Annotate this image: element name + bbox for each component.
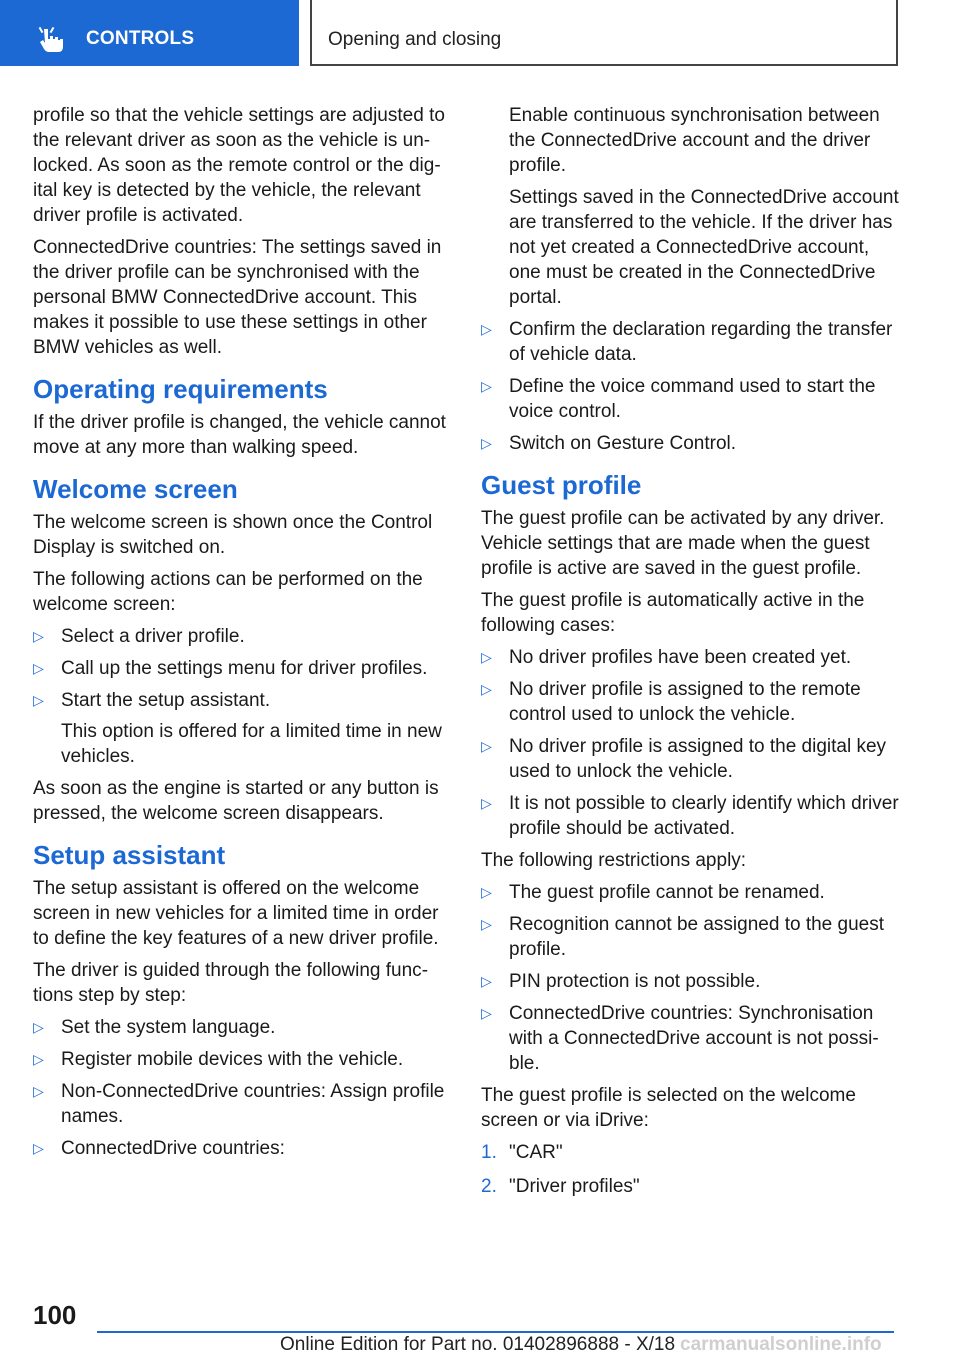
heading-setup-assistant: Setup assistant bbox=[33, 840, 226, 870]
welcome-actions-list bbox=[33, 624, 453, 713]
paragraph: The setup assistant is offered on the welcome screen in new vehicles for a limited time in order to define the key features of a new driver profile. bbox=[33, 878, 439, 949]
triangle-bullet-icon: ▷ bbox=[481, 378, 492, 394]
step-number: 1. bbox=[481, 1142, 497, 1163]
list-item: ▷ ConnectedDrive countries: bbox=[33, 1138, 285, 1159]
triangle-bullet-icon: ▷ bbox=[481, 738, 492, 754]
paragraph: ConnectedDrive countries: The settings saved in the driver profile can be synchronised with the personal BMW ConnectedDrive account. This makes it possible to use these settings in other BMW vehicles as well. bbox=[33, 237, 442, 358]
heading-guest-profile: Guest profile bbox=[481, 470, 642, 500]
triangle-bullet-icon: ▷ bbox=[481, 916, 492, 932]
list-item: ▷ Confirm the declaration regarding the transfer of vehicle data. bbox=[481, 319, 893, 365]
list-item: ▷ Register mobile devices with the vehicle. bbox=[33, 1049, 404, 1070]
triangle-bullet-icon: ▷ bbox=[481, 649, 492, 665]
triangle-bullet-icon: ▷ bbox=[33, 692, 44, 708]
right-column bbox=[481, 103, 901, 1208]
sub-paragraph: This option is offered for a limited time in new vehicles. bbox=[61, 721, 442, 767]
list-item: ▷ Select a driver profile. bbox=[33, 626, 245, 647]
list-item: ▷ No driver profiles have been created yet. bbox=[481, 647, 852, 668]
footer-divider bbox=[97, 1331, 894, 1333]
list-item: ▷ Non-ConnectedDrive countries: Assign profile names. bbox=[33, 1081, 445, 1127]
list-item: ▷ Recognition cannot be assigned to the guest profile. bbox=[481, 914, 884, 960]
triangle-bullet-icon: ▷ bbox=[481, 1005, 492, 1021]
list-item: ▷ No driver profile is assigned to the remote control used to unlock the vehicle. bbox=[481, 679, 861, 725]
list-item: ▷ ConnectedDrive countries: Synchronisation with a ConnectedDrive account is not possible. bbox=[481, 1003, 879, 1074]
paragraph: The welcome screen is shown once the Control Display is switched on. bbox=[33, 512, 433, 558]
edition-text: Online Edition for Part no. 01402896888 - X/18 bbox=[280, 1334, 676, 1355]
list-item: 1. "CAR" bbox=[481, 1142, 563, 1163]
triangle-bullet-icon: ▷ bbox=[481, 973, 492, 989]
list-item: ▷ Switch on Gesture Control. bbox=[481, 433, 737, 454]
paragraph: The guest profile is automatically active in the following cases: bbox=[481, 590, 865, 636]
chapter-title: CONTROLS bbox=[86, 28, 195, 49]
page-number: 100 bbox=[33, 1300, 77, 1330]
list-item: ▷ Set the system language. bbox=[33, 1017, 276, 1038]
list-item: 2. "Driver profiles" bbox=[481, 1176, 640, 1197]
setup-steps-list-continued bbox=[481, 317, 901, 456]
paragraph: The guest profile is selected on the welcome screen or via iDrive: bbox=[481, 1085, 856, 1131]
triangle-bullet-icon: ▷ bbox=[481, 435, 492, 451]
paragraph: The guest profile can be activated by any driver. Vehicle settings that are made when the guest profile is active are saved in the guest profile. bbox=[481, 508, 885, 579]
paragraph: The driver is guided through the following functions step by step: bbox=[33, 960, 429, 1006]
selection-steps-list bbox=[481, 1140, 901, 1199]
triangle-bullet-icon: ▷ bbox=[33, 1140, 44, 1156]
triangle-bullet-icon: ▷ bbox=[33, 1083, 44, 1099]
sub-paragraph: Settings saved in the ConnectedDrive account are transferred to the vehicle. If the driver has not yet created a ConnectedDrive account, one must be created in the ConnectedDrive portal. bbox=[509, 187, 899, 308]
list-item: ▷ Start the setup assistant. bbox=[33, 690, 271, 711]
sub-paragraph: Enable continuous synchronisation between the ConnectedDrive account and the driver profile. bbox=[509, 105, 880, 176]
paragraph: If the driver profile is changed, the vehicle cannot move at any more than walking speed. bbox=[33, 412, 446, 458]
paragraph: profile so that the vehicle settings are adjusted to the relevant driver as soon as the vehicle is unlocked. As soon as the remote control or the digital key is detected by the vehicle, the relevant driver profile is activated. bbox=[33, 105, 445, 226]
left-column bbox=[33, 103, 453, 1168]
triangle-bullet-icon: ▷ bbox=[481, 795, 492, 811]
setup-steps-list bbox=[33, 1015, 453, 1161]
paragraph: As soon as the engine is started or any button is pressed, the welcome screen disappears. bbox=[33, 778, 439, 824]
paragraph: The following restrictions apply: bbox=[481, 850, 747, 871]
triangle-bullet-icon: ▷ bbox=[33, 628, 44, 644]
triangle-bullet-icon: ▷ bbox=[481, 321, 492, 337]
guest-cases-list bbox=[481, 645, 901, 841]
triangle-bullet-icon: ▷ bbox=[481, 884, 492, 900]
triangle-bullet-icon: ▷ bbox=[481, 681, 492, 697]
triangle-bullet-icon: ▷ bbox=[33, 1019, 44, 1035]
section-title: Opening and closing bbox=[328, 29, 502, 50]
list-item: ▷ It is not possible to clearly identify which driver profile should be activated. bbox=[481, 793, 899, 839]
restrictions-list bbox=[481, 880, 901, 1076]
list-item: ▷ The guest profile cannot be renamed. bbox=[481, 882, 825, 903]
header-chapter-tab bbox=[0, 0, 299, 66]
list-item: ▷ Define the voice command used to start the voice control. bbox=[481, 376, 876, 422]
triangle-bullet-icon: ▷ bbox=[33, 660, 44, 676]
list-item: ▷ No driver profile is assigned to the digital key used to unlock the vehicle. bbox=[481, 736, 887, 782]
list-item: ▷ PIN protection is not possible. bbox=[481, 971, 761, 992]
paragraph: The following actions can be performed on the welcome screen: bbox=[33, 569, 423, 615]
header-section-box bbox=[310, 0, 898, 66]
watermark-text: carmanualsonline.info bbox=[680, 1334, 882, 1355]
list-item: ▷ Call up the settings menu for driver profiles. bbox=[33, 658, 428, 679]
heading-operating-requirements: Operating requirements bbox=[33, 374, 328, 404]
heading-welcome-screen: Welcome screen bbox=[33, 474, 238, 504]
step-number: 2. bbox=[481, 1176, 497, 1197]
hand-pointer-icon bbox=[38, 27, 66, 53]
triangle-bullet-icon: ▷ bbox=[33, 1051, 44, 1067]
